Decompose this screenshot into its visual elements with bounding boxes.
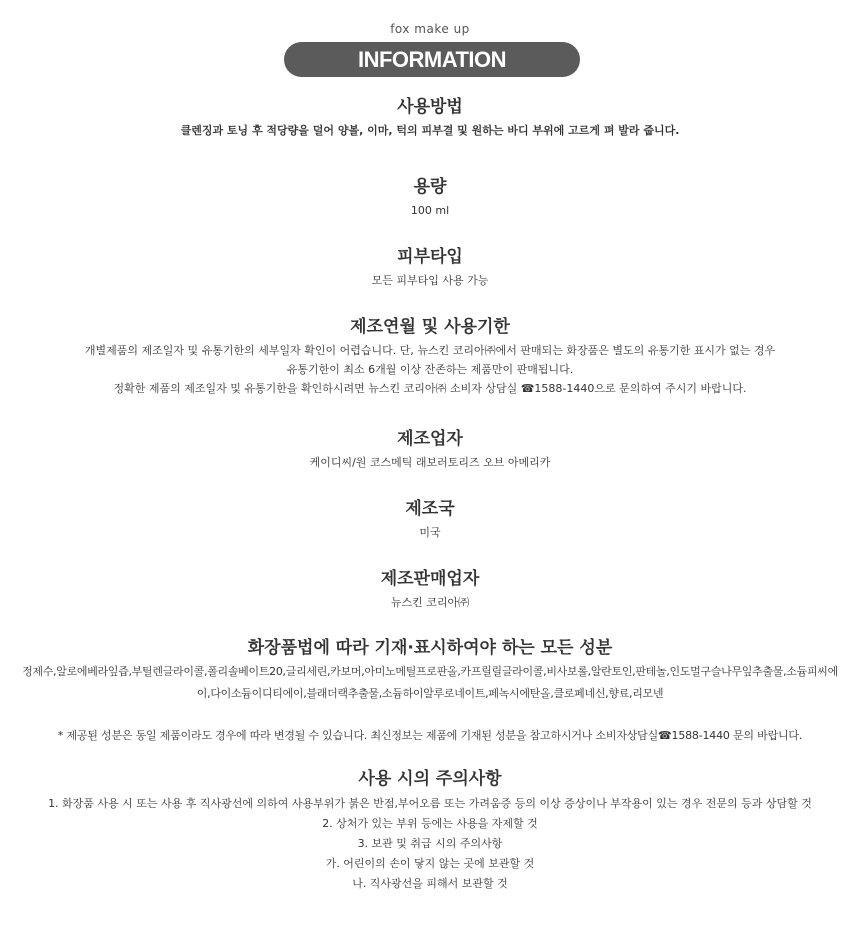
ingredients-note: * 제공된 성분은 동일 제품이라도 경우에 따라 변경될 수 있습니다. 최신정보는 제품에 기재된 성분을 참고하시거나 소비자상담실☎1588-1440 문의 바랍니다. <box>57 729 803 742</box>
expiry-title: 제조연월 및 사용기한 <box>350 317 510 337</box>
caution-line: 나. 직사광선을 피해서 보관할 것 <box>352 877 508 890</box>
country-section <box>0 498 860 542</box>
manufacturer-section <box>0 428 860 472</box>
cautions-title: 사용 시의 주의사항 <box>358 769 502 789</box>
usage-text: 클렌징과 토닝 후 적당량을 덜어 양볼, 이마, 턱의 피부결 및 원하는 바디 부위에 고르게 펴 발라 줍니다. <box>180 124 680 137</box>
information-banner: INFORMATION <box>284 42 580 77</box>
expiry-line: 유통기한이 최소 6개월 이상 잔존하는 제품만이 판매됩니다. <box>286 363 574 376</box>
country-text: 미국 <box>419 526 441 539</box>
skin-type-title: 피부타입 <box>397 247 463 267</box>
brand-name: fox make up <box>390 22 470 36</box>
skin-type-section <box>0 246 860 290</box>
volume-title: 용량 <box>413 177 447 197</box>
volume-text: 100 ml <box>410 204 450 217</box>
caution-line: 1. 화장품 사용 시 또는 사용 후 직사광선에 의하여 사용부위가 붉은 반점,부어오름 또는 가려움증 등의 이상 증상이나 부작용이 있는 경우 전문의 등과 상담할 것 <box>48 797 812 810</box>
expiry-section <box>0 316 860 398</box>
seller-title: 제조판매업자 <box>380 569 480 589</box>
skin-type-text: 모든 피부타입 사용 가능 <box>371 274 489 287</box>
ingredients-section <box>0 637 860 705</box>
caution-line: 3. 보관 및 취급 시의 주의사항 <box>357 837 503 850</box>
manufacturer-title: 제조업자 <box>397 429 463 449</box>
caution-line: 가. 어린이의 손이 닿지 않는 곳에 보관할 것 <box>325 857 535 870</box>
volume-section <box>0 176 860 220</box>
seller-text: 뉴스킨 코리아㈜ <box>390 596 470 609</box>
expiry-line: 정확한 제품의 제조일자 및 유통기한을 확인하시려면 뉴스킨 코리아㈜ 소비자 상담실 ☎1588-1440으로 문의하여 주시기 바랍니다. <box>113 382 747 395</box>
seller-section <box>0 568 860 612</box>
expiry-line: 개별제품의 제조일자 및 유통기한의 세부일자 확인이 어렵습니다. 단, 뉴스킨 코리아㈜에서 판매되는 화장품은 별도의 유통기한 표시가 없는 경우 <box>84 344 776 357</box>
caution-line: 2. 상처가 있는 부위 등에는 사용을 자제할 것 <box>322 817 538 830</box>
usage-title: 사용방법 <box>397 97 463 117</box>
manufacturer-text: 케이디씨/원 코스메틱 래보러토리즈 오브 아메리카 <box>309 456 551 469</box>
usage-section <box>0 96 860 140</box>
country-title: 제조국 <box>405 499 455 519</box>
cautions-section <box>0 768 860 894</box>
ingredients-text: 정제수,알로에베라잎즙,부틸렌글라이콜,폴리솔베이트20,글리세린,카보머,아미노메틸프로판올,카프릴릴글라이콜,비사보롤,알란토인,판테놀,인도멀구슬나무잎추출물,소듐피씨에이,다이소듐이디티에이,블래더랙추출물,소듐하이알루로네이트,페녹시에탄올,클로페네신,향료,리모넨 <box>22 665 838 700</box>
ingredients-title: 화장품법에 따라 기재·표시하여야 하는 모든 성분 <box>247 638 613 658</box>
